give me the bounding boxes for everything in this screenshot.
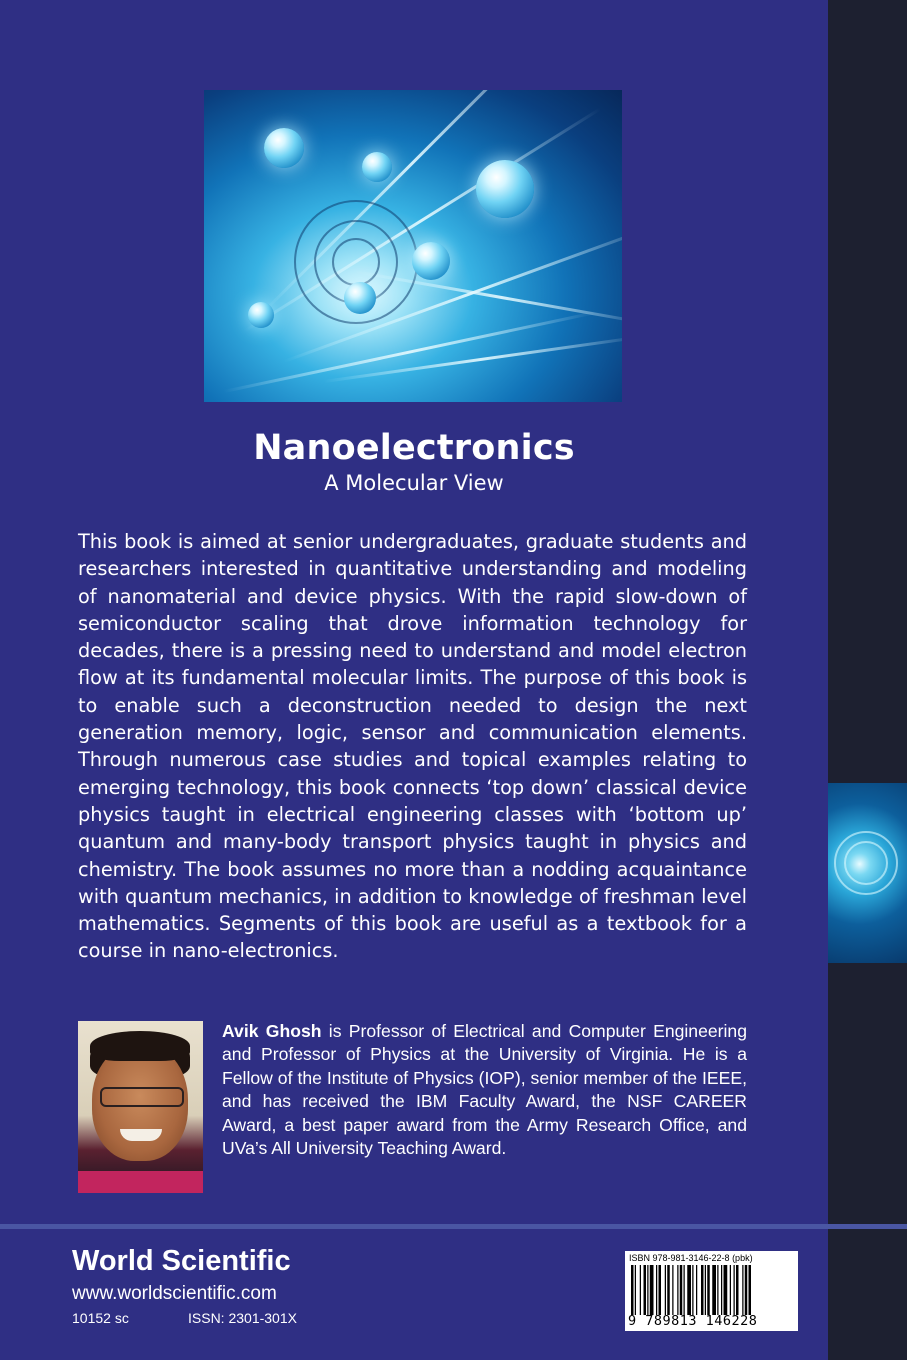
barcode-bar	[684, 1265, 685, 1315]
barcode-bar	[742, 1265, 743, 1315]
barcode-bar	[635, 1265, 636, 1315]
barcode-bar	[721, 1265, 722, 1315]
book-description: This book is aimed at senior undergraduates, graduate students and researchers interested in quantitative understanding and modeling of nanomaterial and device physics. With the rapid slow-down of semiconductor scaling that drove information technology for decades, there is a pressing need to understand and model electron flow at its fundamental molecular limits. The purpose of this book is to enable such a deconstruction needed to design the next generation memory, logic, sensor and communication elements. Through numerous case studies and topical examples relating to emerging technology, this book connects ‘top down’ classical device physics taught in electrical engineering classes with ‘bottom up’ quantum and many-body transport physics taught in physics and chemistry. The book assumes no more than a nodding acquaintance with quantum mechanics, in addition to knowledge of freshman level mathematics. Segments of this book are useful as a textbook for a course in nano-electronics.	[78, 530, 747, 963]
barcode-bar	[677, 1265, 678, 1315]
barcode-digits: 9 789813 146228	[628, 1313, 758, 1329]
barcode-bar	[745, 1265, 748, 1315]
author-bio	[222, 1020, 747, 1160]
barcode-bar	[749, 1265, 752, 1315]
author-bio-text: is Professor of Electrical and Computer Engineering and Professor of Physics at the University of Virginia. He is a Fellow of the Institute of Physics (IOP), senior member of the IEEE, and has received the IBM Faculty Award, the NSF CAREER Award, a best paper award from the Army Research Office, and UVa’s All University Teaching Award.	[222, 1021, 747, 1159]
product-code: 10152 sc	[72, 1310, 129, 1326]
cover-artwork	[204, 90, 622, 402]
author-photo	[78, 1021, 203, 1193]
footer-divider	[0, 1224, 907, 1229]
issn-label: ISSN: 2301-301X	[188, 1310, 297, 1326]
publisher-url: www.worldscientific.com	[72, 1283, 277, 1304]
barcode-bar	[730, 1265, 731, 1315]
barcode-bar	[656, 1265, 657, 1315]
barcode-bar	[707, 1265, 710, 1315]
barcode-bar	[724, 1265, 728, 1315]
publisher-name: World Scientific	[72, 1245, 291, 1277]
barcode-bar	[736, 1265, 739, 1315]
barcode-bar	[687, 1265, 691, 1315]
barcode-bar	[665, 1265, 666, 1315]
barcode-bar	[712, 1265, 716, 1315]
barcode-bars	[631, 1265, 793, 1315]
barcode-bar	[631, 1265, 634, 1315]
book-spine	[828, 0, 907, 1360]
isbn-barcode	[625, 1251, 798, 1331]
barcode-bar	[717, 1265, 718, 1315]
author-name: Avik Ghosh	[222, 1021, 322, 1041]
barcode-bar	[692, 1265, 693, 1315]
isbn-text: ISBN 978-981-3146-22-8 (pbk)	[629, 1253, 753, 1263]
barcode-bar	[644, 1265, 647, 1315]
barcode-bar	[667, 1265, 670, 1315]
barcode-bar	[640, 1265, 641, 1315]
book-title: Nanoelectronics	[253, 428, 575, 468]
barcode-bar	[705, 1265, 706, 1315]
spine-artwork	[828, 783, 907, 963]
book-subtitle: A Molecular View	[324, 471, 504, 495]
barcode-bar	[650, 1265, 654, 1315]
barcode-bar	[672, 1265, 673, 1315]
barcode-bar	[647, 1265, 648, 1315]
barcode-bar	[659, 1265, 662, 1315]
barcode-bar	[734, 1265, 735, 1315]
barcode-bar	[680, 1265, 683, 1315]
barcode-bar	[696, 1265, 697, 1315]
barcode-bar	[701, 1265, 704, 1315]
